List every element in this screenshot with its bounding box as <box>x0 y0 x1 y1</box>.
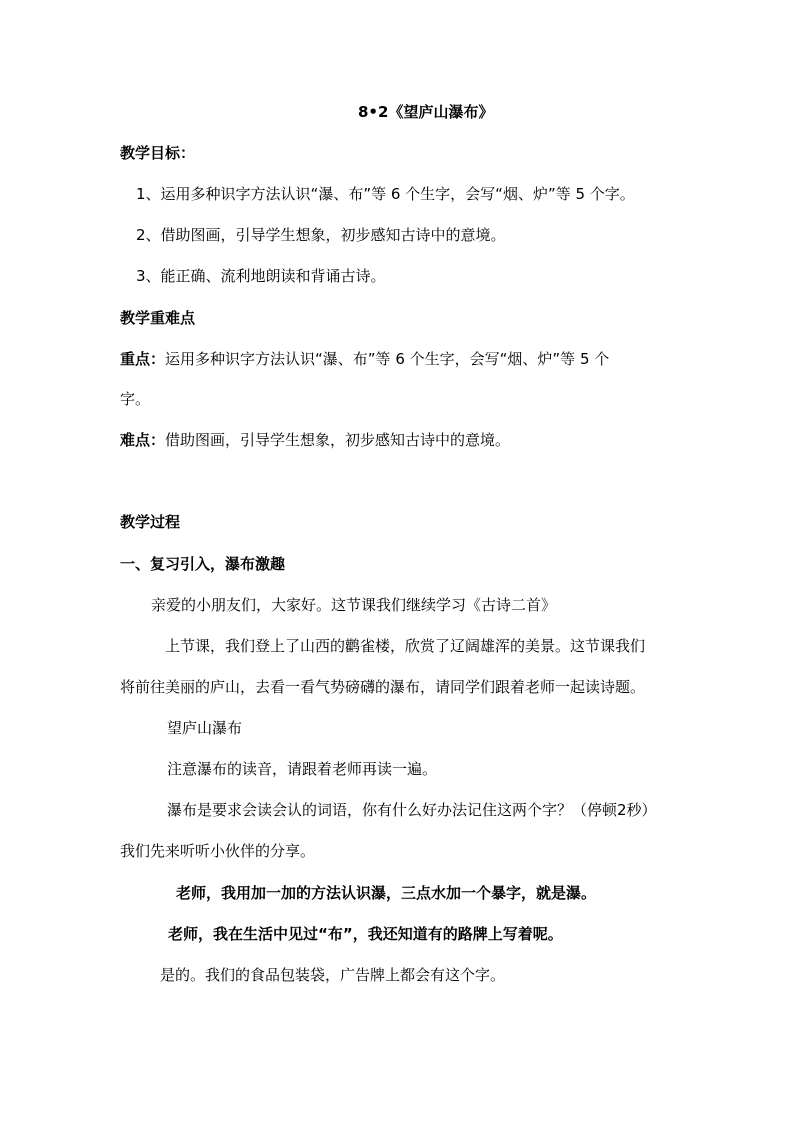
objectives-heading: 教学目标： <box>120 144 196 162</box>
objective-item-1: 1、运用多种识字方法认识“瀑、布”等 6 个生字，会写“烟、炉”等 5 个字。 <box>136 185 635 203</box>
key-point-line-2: 字。 <box>120 390 151 408</box>
student-share-2: 老师，我在生活中见过“布”，我还知道有的路牌上写着呢。 <box>168 925 563 943</box>
key-points-heading: 教学重难点 <box>120 309 196 327</box>
key-point-label: 重点： <box>120 350 166 368</box>
paragraph-intro-line-1: 上节课，我们登上了山西的鹳雀楼，欣赏了辽阔雄浑的美景。这节课我们 <box>165 637 646 655</box>
paragraph-question-line-2: 我们先来听听小伙伴的分享。 <box>120 842 316 860</box>
poem-title-line: 望庐山瀑布 <box>167 719 243 737</box>
paragraph-greeting: 亲爱的小朋友们，大家好。这节课我们继续学习《古诗二首》 <box>151 596 557 614</box>
paragraph-confirmation: 是的。我们的食品包装袋，广告牌上都会有这个字。 <box>160 966 506 984</box>
paragraph-question-line-1: 瀑布是要求会读会认的词语，你有什么好办法记住这两个字？（停顿2秒） <box>167 801 657 819</box>
paragraph-intro-line-2: 将前往美丽的庐山，去看一看气势磅礴的瀑布，请同学们跟着老师一起读诗题。 <box>120 678 646 696</box>
key-point-line-1 <box>120 349 609 369</box>
key-point-text: 运用多种识字方法认识“瀑、布”等 6 个生字，会写“烟、炉”等 5 个 <box>165 350 610 368</box>
difficulty-label: 难点： <box>120 431 166 449</box>
student-share-1: 老师，我用加一加的方法认识瀑，三点水加一个暴字，就是瀑。 <box>176 884 597 902</box>
difficulty-line <box>120 430 510 450</box>
section1-heading: 一、复习引入，瀑布激趣 <box>120 555 286 573</box>
process-heading: 教学过程 <box>120 513 181 531</box>
objective-item-3: 3、能正确、流利地朗读和背诵古诗。 <box>136 267 386 285</box>
paragraph-pronunciation: 注意瀑布的读音，请跟着老师再读一遍。 <box>167 760 438 778</box>
objective-item-2: 2、借助图画，引导学生想象，初步感知古诗中的意境。 <box>136 226 506 244</box>
document-title: 8•2《望庐山瀑布》 <box>358 103 494 121</box>
difficulty-text: 借助图画，引导学生想象，初步感知古诗中的意境。 <box>165 431 511 449</box>
